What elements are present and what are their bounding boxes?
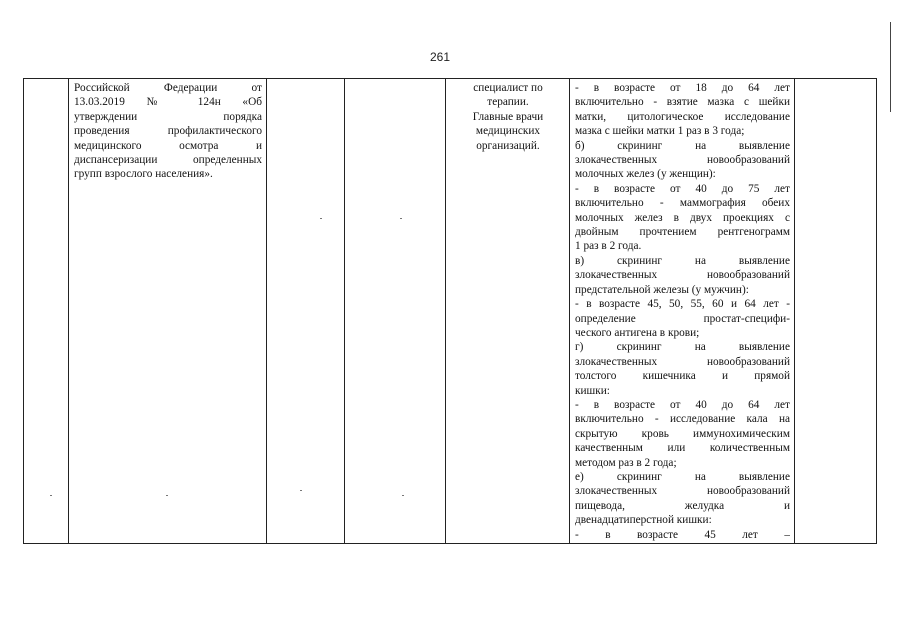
text-line: специалист по xyxy=(473,82,543,94)
table-row xyxy=(24,79,877,544)
text-line: г) скрининг на выявление xyxy=(575,341,790,354)
text-line: мазка с шейки матки 1 раз в 3 года; xyxy=(575,125,745,138)
scan-speck xyxy=(166,495,168,496)
text-line: методом раз в 2 года; xyxy=(575,456,677,469)
scan-speck xyxy=(320,218,322,219)
text-line: двенадцатиперстной кишки: xyxy=(575,514,712,527)
text-line: молочных желез (у женщин): xyxy=(575,168,716,181)
text-line: злокачественных новообразований xyxy=(575,269,790,282)
table-cell-empty xyxy=(345,79,446,544)
table-cell-screening xyxy=(570,79,795,544)
text-line: медицинского осмотра и xyxy=(74,139,262,152)
text-line: включительно - взятие мазка с шейки xyxy=(575,96,790,109)
text-line: 1 раз в 2 года. xyxy=(575,240,642,253)
text-line: злокачественных новообразований xyxy=(575,355,790,368)
table-cell-empty xyxy=(795,79,877,544)
text-line: пищевода, желудка и xyxy=(575,499,790,512)
text-line: скрытую кровь иммунохимическим xyxy=(575,427,790,440)
text-line: утверждении порядка xyxy=(74,110,262,123)
text-line: злокачественных новообразований xyxy=(575,485,790,498)
text-line: предстательной железы (у мужчин): xyxy=(575,283,749,296)
text-line: терапии. xyxy=(487,96,529,109)
table-cell-number xyxy=(24,79,69,544)
text-line: - в возрасте 45, 50, 55, 60 и 64 лет - xyxy=(575,298,790,311)
scan-speck xyxy=(402,495,404,496)
scan-edge-mark xyxy=(890,22,897,112)
text-line: молочных желез в двух проекциях с xyxy=(575,211,790,224)
text-line: определение простат-специфи- xyxy=(575,312,790,325)
text-line: качественным или количественным xyxy=(575,442,790,455)
responsible-text xyxy=(446,79,569,153)
text-line: матки, цитологическое исследование xyxy=(575,110,790,123)
table-cell-empty xyxy=(267,79,345,544)
basis-text xyxy=(69,79,266,182)
text-line: включительно - исследование кала на xyxy=(575,413,790,426)
text-line: - в возрасте 45 лет – xyxy=(575,528,790,541)
text-line: б) скрининг на выявление xyxy=(575,139,790,152)
text-line: групп взрослого населения». xyxy=(74,168,213,181)
text-line: медицинских xyxy=(475,125,541,138)
document-table xyxy=(23,78,877,544)
scan-speck xyxy=(400,218,402,219)
screening-text xyxy=(570,79,794,542)
text-line: - в возрасте от 18 до 64 лет xyxy=(575,82,790,94)
text-line: - в возрасте от 40 до 64 лет xyxy=(575,398,790,411)
text-line: толстого кишечника и прямой xyxy=(575,370,790,383)
text-line: организаций. xyxy=(476,139,540,152)
table-cell-basis xyxy=(69,79,267,544)
scan-speck xyxy=(50,495,52,496)
page-number: 261 xyxy=(429,50,451,64)
text-line: кишки: xyxy=(575,384,610,397)
text-line: Российской Федерации от xyxy=(74,82,262,94)
text-line: в) скрининг на выявление xyxy=(575,254,790,267)
text-line: - в возрасте от 40 до 75 лет xyxy=(575,182,790,195)
text-line: проведения профилактического xyxy=(74,125,262,138)
text-line: двойным прочтением рентгенограмм xyxy=(575,226,790,239)
table-cell-responsible xyxy=(446,79,570,544)
text-line: ческого антигена в крови; xyxy=(575,326,700,339)
text-line: включительно - маммография обеих xyxy=(575,197,790,210)
text-line: е) скрининг на выявление xyxy=(575,470,790,483)
text-line: 13.03.2019 № 124н «Об xyxy=(74,96,262,109)
scan-speck xyxy=(300,490,302,491)
text-line: диспансеризации определенных xyxy=(74,154,262,167)
text-line: злокачественных новообразований xyxy=(575,154,790,167)
text-line: Главные врачи xyxy=(472,110,544,123)
